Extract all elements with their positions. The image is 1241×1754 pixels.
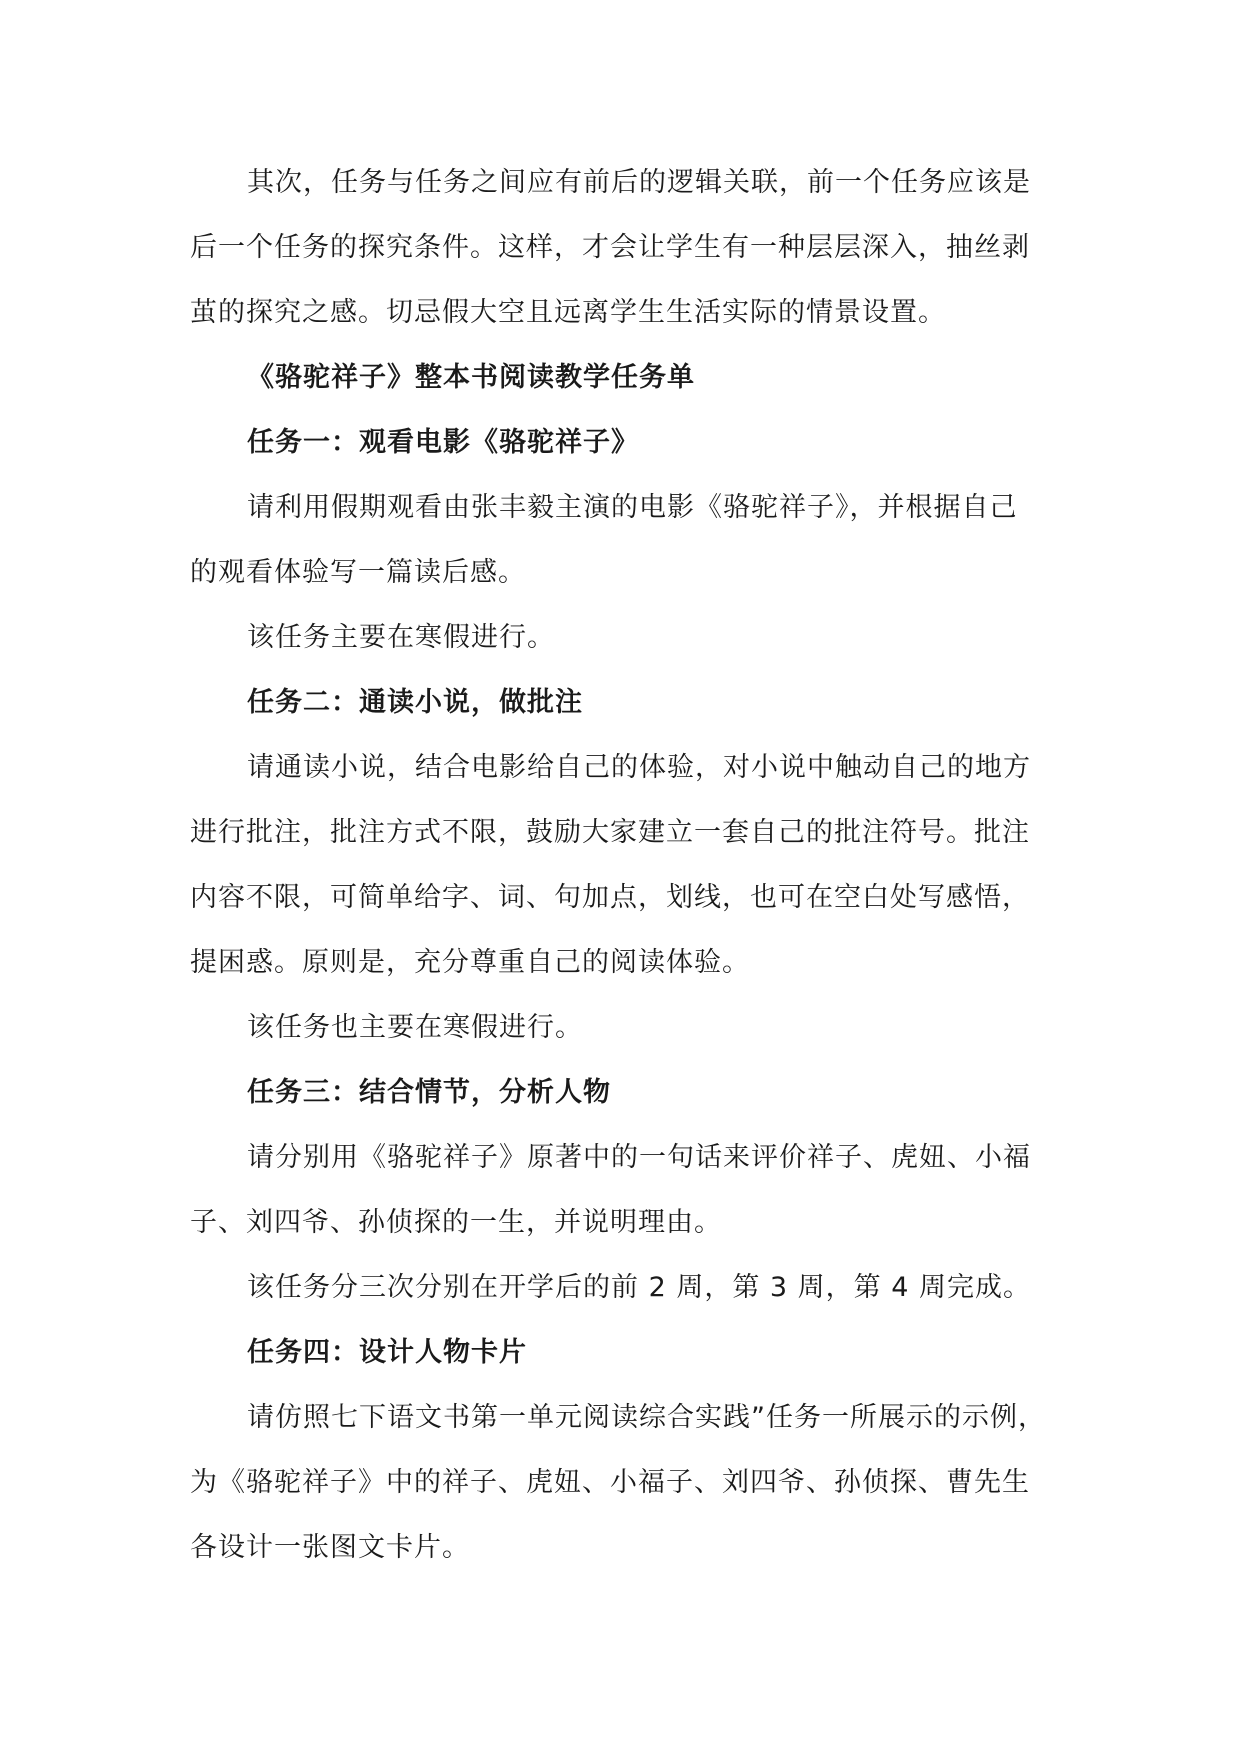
paragraph-line: 内容不限，可简单给字、词、句加点，划线，也可在空白处写感悟， — [190, 882, 1030, 913]
paragraph-line: 的观看体验写一篇读后感。 — [190, 557, 526, 588]
paragraph-line: 提困惑。原则是，充分尊重自己的阅读体验。 — [190, 947, 750, 978]
task-heading: 任务二：通读小说，做批注 — [247, 687, 583, 718]
paragraph-line: 后一个任务的探究条件。这样，才会让学生有一种层层深入，抽丝剥 — [190, 232, 1030, 263]
task-heading: 任务一：观看电影《骆驼祥子》 — [247, 427, 639, 458]
paragraph-line: 其次，任务与任务之间应有前后的逻辑关联，前一个任务应该是 — [247, 167, 1031, 198]
paragraph-line: 该任务分三次分别在开学后的前 2 周，第 3 周，第 4 周完成。 — [247, 1272, 1032, 1303]
section-title: 《骆驼祥子》整本书阅读教学任务单 — [247, 362, 695, 393]
paragraph-line: 茧的探究之感。切忌假大空且远离学生生活实际的情景设置。 — [190, 297, 946, 328]
task-heading: 任务三：结合情节，分析人物 — [247, 1077, 611, 1108]
paragraph-line: 为《骆驼祥子》中的祥子、虎妞、小福子、刘四爷、孙侦探、曹先生 — [190, 1467, 1030, 1498]
paragraph-line: 各设计一张图文卡片。 — [190, 1532, 470, 1563]
paragraph-line: 请利用假期观看由张丰毅主演的电影《骆驼祥子》，并根据自己 — [247, 492, 1018, 523]
paragraph-line: 该任务主要在寒假进行。 — [247, 622, 555, 653]
paragraph-line: 请通读小说，结合电影给自己的体验，对小说中触动自己的地方 — [247, 752, 1031, 783]
task-heading: 任务四：设计人物卡片 — [247, 1337, 527, 1368]
paragraph-line: 请仿照七下语文书第一单元阅读综合实践”任务一所展示的示例， — [247, 1402, 1046, 1433]
paragraph-line: 该任务也主要在寒假进行。 — [247, 1012, 583, 1043]
paragraph-line: 子、刘四爷、孙侦探的一生，并说明理由。 — [190, 1207, 722, 1238]
paragraph-line: 请分别用《骆驼祥子》原著中的一句话来评价祥子、虎妞、小福 — [247, 1142, 1031, 1173]
paragraph-line: 进行批注，批注方式不限，鼓励大家建立一套自己的批注符号。批注 — [190, 817, 1030, 848]
